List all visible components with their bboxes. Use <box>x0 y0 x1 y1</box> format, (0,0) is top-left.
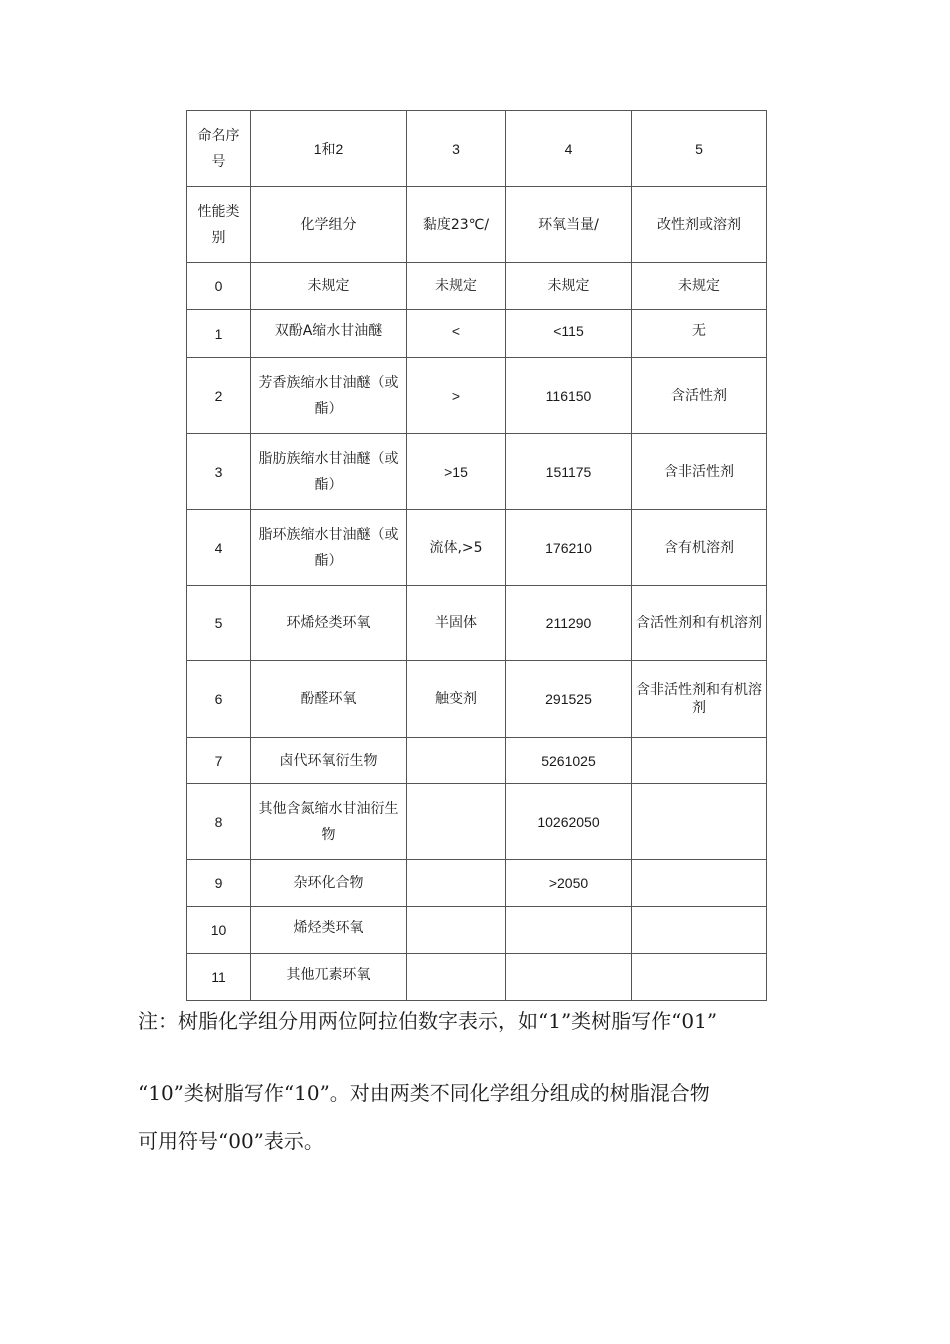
table-cell: 11 <box>187 954 251 1001</box>
table-cell: 含非活性剂和有机溶剂 <box>632 661 767 738</box>
table-cell: 含有机溶剂 <box>632 510 767 586</box>
table-cell <box>407 907 506 954</box>
header-row-category <box>187 187 767 263</box>
table-cell: 6 <box>187 661 251 738</box>
table-cell: <115 <box>506 310 632 358</box>
table-cell: 8 <box>187 784 251 860</box>
table-row <box>187 860 767 907</box>
table-cell: 未规定 <box>407 263 506 310</box>
table-cell: 含非活性剂 <box>632 434 767 510</box>
header-cell: 环氧当量/ <box>506 187 632 263</box>
table-cell: >15 <box>407 434 506 510</box>
table-row <box>187 907 767 954</box>
table-cell: 卤代环氧衍生物 <box>251 738 407 784</box>
table-cell: 双酚A缩水甘油醚 <box>251 310 407 358</box>
table-cell <box>632 738 767 784</box>
table-cell: 5 <box>187 586 251 661</box>
table-cell: 211290 <box>506 586 632 661</box>
table-cell <box>407 860 506 907</box>
table-cell: 脂环族缩水甘油醚（或酯） <box>251 510 407 586</box>
table-row <box>187 310 767 358</box>
table-cell: 无 <box>632 310 767 358</box>
table-cell: 酚醛环氧 <box>251 661 407 738</box>
table-row <box>187 784 767 860</box>
table-cell <box>632 784 767 860</box>
table-cell: 流体,>5 <box>407 510 506 586</box>
table-cell: 176210 <box>506 510 632 586</box>
table-cell: 10 <box>187 907 251 954</box>
table-cell: 291525 <box>506 661 632 738</box>
table-row <box>187 358 767 434</box>
header-cell: 黏度23℃/ <box>407 187 506 263</box>
table-cell <box>506 907 632 954</box>
table-cell: < <box>407 310 506 358</box>
table-cell: 杂环化合物 <box>251 860 407 907</box>
table-cell <box>407 954 506 1001</box>
table-cell: 其他含氮缩水甘油衍生物 <box>251 784 407 860</box>
header-cell: 命名序号 <box>187 111 251 187</box>
table-cell: 5261025 <box>506 738 632 784</box>
table-cell: 7 <box>187 738 251 784</box>
table-cell: 环烯烃类环氧 <box>251 586 407 661</box>
header-cell: 4 <box>506 111 632 187</box>
table-cell: 0 <box>187 263 251 310</box>
header-cell: 改性剂或溶剂 <box>632 187 767 263</box>
table-row <box>187 586 767 661</box>
header-cell: 1和2 <box>251 111 407 187</box>
table-cell: > <box>407 358 506 434</box>
resin-classification-table <box>186 110 767 1001</box>
table-cell: 1 <box>187 310 251 358</box>
table-cell: 含活性剂和有机溶剂 <box>632 586 767 661</box>
table-cell: 含活性剂 <box>632 358 767 434</box>
table-cell <box>632 907 767 954</box>
table-cell: 9 <box>187 860 251 907</box>
table-row <box>187 661 767 738</box>
table-cell: 未规定 <box>632 263 767 310</box>
header-row-naming <box>187 111 767 187</box>
header-cell: 3 <box>407 111 506 187</box>
table-row <box>187 954 767 1001</box>
table-row <box>187 434 767 510</box>
table-cell: 未规定 <box>251 263 407 310</box>
note-line-1: 注：树脂化学组分用两位阿拉伯数字表示，如“1”类树脂写作“01” <box>138 1009 718 1033</box>
table-cell: 未规定 <box>506 263 632 310</box>
table-cell: >2050 <box>506 860 632 907</box>
table-cell: 4 <box>187 510 251 586</box>
table-row <box>187 738 767 784</box>
table-cell <box>632 954 767 1001</box>
header-cell: 5 <box>632 111 767 187</box>
table-cell <box>632 860 767 907</box>
table-cell: 脂肪族缩水甘油醚（或酯） <box>251 434 407 510</box>
table-cell: 半固体 <box>407 586 506 661</box>
table-row <box>187 510 767 586</box>
table-cell: 116150 <box>506 358 632 434</box>
table-cell: 3 <box>187 434 251 510</box>
table-cell: 烯烃类环氧 <box>251 907 407 954</box>
table-cell <box>506 954 632 1001</box>
table-row <box>187 263 767 310</box>
note-line-3: 可用符号“00”表示。 <box>138 1129 324 1153</box>
header-cell: 化学组分 <box>251 187 407 263</box>
table-cell: 2 <box>187 358 251 434</box>
header-cell: 性能类别 <box>187 187 251 263</box>
table-cell: 触变剂 <box>407 661 506 738</box>
table-cell <box>407 738 506 784</box>
table-cell: 151175 <box>506 434 632 510</box>
note-line-2: “10”类树脂写作“10”。对由两类不同化学组分组成的树脂混合物 <box>138 1081 710 1105</box>
table-cell <box>407 784 506 860</box>
table-cell: 芳香族缩水甘油醚（或酯） <box>251 358 407 434</box>
table-cell: 10262050 <box>506 784 632 860</box>
table-cell: 其他兀素环氧 <box>251 954 407 1001</box>
